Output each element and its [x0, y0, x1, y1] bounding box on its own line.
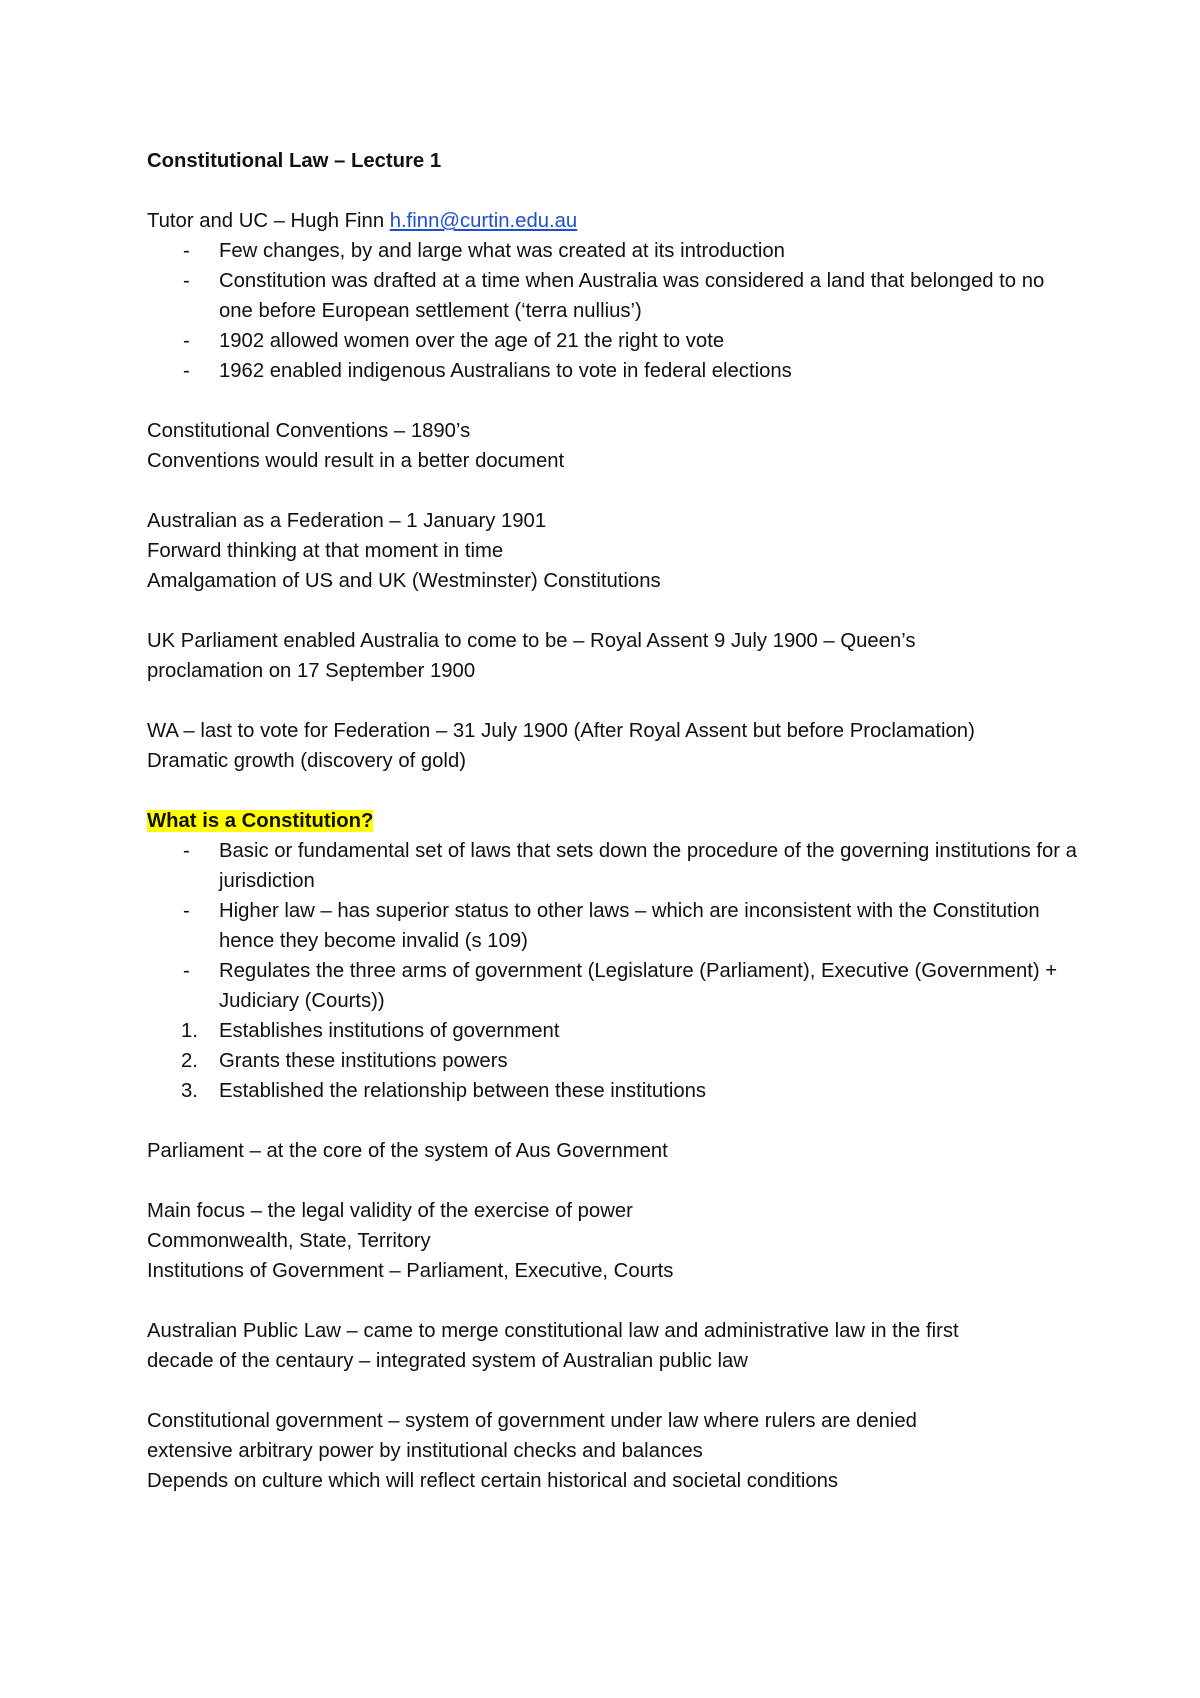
- bullet-dash: -: [183, 330, 190, 352]
- uk-parliament-paragraph: [147, 626, 1077, 686]
- page-title: Constitutional Law – Lecture 1: [147, 150, 442, 172]
- focus-paragraph: [147, 1196, 1077, 1286]
- text-line: Conventions would result in a better document: [147, 450, 565, 472]
- text-line: Commonwealth, State, Territory: [147, 1230, 431, 1252]
- section-heading: [147, 806, 1077, 836]
- text-line: proclamation on 17 September 1900: [147, 660, 476, 682]
- bullet-dash: -: [183, 960, 190, 982]
- intro-bullet-list: [147, 236, 1077, 386]
- wa-paragraph: [147, 716, 1077, 776]
- text-line: decade of the centaury – integrated system of Australian public law: [147, 1350, 748, 1372]
- text-line: Amalgamation of US and UK (Westminster) Constitutions: [147, 570, 661, 592]
- text-line: Main focus – the legal validity of the exercise of power: [147, 1200, 633, 1222]
- bullet-dash: -: [183, 270, 190, 292]
- list-item: - 1902 allowed women over the age of 21 the right to vote: [147, 326, 1077, 356]
- list-item: 1. Establishes institutions of government: [147, 1016, 1077, 1046]
- tutor-line: [147, 206, 1077, 236]
- public-law-paragraph: [147, 1316, 1077, 1376]
- list-number: 1.: [181, 1020, 198, 1042]
- list-item: - Few changes, by and large what was created at its introduction: [147, 236, 1077, 266]
- list-number: 2.: [181, 1050, 198, 1072]
- list-item: 3. Established the relationship between these institutions: [147, 1076, 1077, 1106]
- list-item: - Basic or fundamental set of laws that sets down the procedure of the governing institutions for a jurisdiction: [147, 836, 1077, 896]
- text-line: UK Parliament enabled Australia to come to be – Royal Assent 9 July 1900 – Queen’s: [147, 630, 916, 652]
- text-line: Australian as a Federation – 1 January 1901: [147, 510, 547, 532]
- list-item: - Constitution was drafted at a time when Australia was considered a land that belonged to no one before European settlement (‘terra nullius’): [147, 266, 1077, 326]
- tutor-email-link[interactable]: h.finn@curtin.edu.au: [389, 210, 578, 232]
- constitutional-government-paragraph: [147, 1406, 1077, 1496]
- list-number: 3.: [181, 1080, 198, 1102]
- text-line: Dramatic growth (discovery of gold): [147, 750, 466, 772]
- text-line: extensive arbitrary power by institutional checks and balances: [147, 1440, 703, 1462]
- text-line: Constitutional government – system of government under law where rulers are denied: [147, 1410, 917, 1432]
- document-page: [147, 146, 1077, 1496]
- highlighted-heading: What is a Constitution?: [147, 810, 374, 832]
- text-line: Australian Public Law – came to merge constitutional law and administrative law in the first: [147, 1320, 959, 1342]
- text-line: Forward thinking at that moment in time: [147, 540, 504, 562]
- parliament-line: Parliament – at the core of the system of Aus Government: [147, 1140, 668, 1162]
- conventions-paragraph: [147, 416, 1077, 476]
- bullet-dash: -: [183, 840, 190, 862]
- list-item: - Higher law – has superior status to other laws – which are inconsistent with the Constitution hence they become invalid (s 109): [147, 896, 1077, 956]
- constitution-numbered-list: [147, 1016, 1077, 1106]
- list-item: - 1962 enabled indigenous Australians to vote in federal elections: [147, 356, 1077, 386]
- list-item: 2. Grants these institutions powers: [147, 1046, 1077, 1076]
- federation-paragraph: [147, 506, 1077, 596]
- bullet-dash: -: [183, 900, 190, 922]
- tutor-label: Tutor and UC – Hugh Finn: [147, 210, 390, 232]
- bullet-dash: -: [183, 240, 190, 262]
- text-line: Institutions of Government – Parliament, Executive, Courts: [147, 1260, 674, 1282]
- text-line: Depends on culture which will reflect certain historical and societal conditions: [147, 1470, 839, 1492]
- text-line: Constitutional Conventions – 1890’s: [147, 420, 471, 442]
- list-item: - Regulates the three arms of government (Legislature (Parliament), Executive (Government) + Judiciary (Courts)): [147, 956, 1077, 1016]
- constitution-bullet-list: [147, 836, 1077, 1016]
- bullet-dash: -: [183, 360, 190, 382]
- text-line: WA – last to vote for Federation – 31 July 1900 (After Royal Assent but before Proclamation): [147, 720, 975, 742]
